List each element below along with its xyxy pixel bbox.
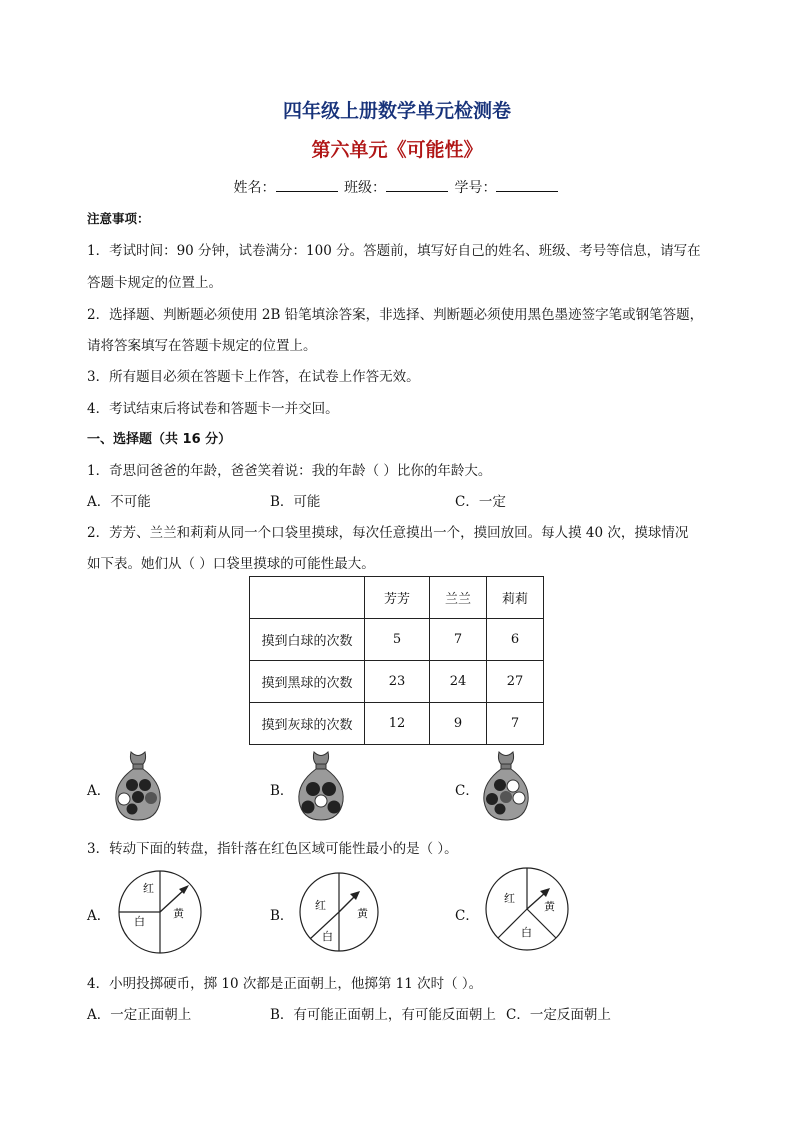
section-heading: 一、选择题（共 16 分） xyxy=(87,432,232,447)
table-row xyxy=(250,619,544,661)
table-cell: 6 xyxy=(487,619,544,661)
note-line: 3．所有题目必须在答题卡上作答，在试卷上作答无效。 xyxy=(87,369,420,385)
spinner-label-red: 红 xyxy=(315,899,326,912)
ball-bag-c-icon xyxy=(479,749,533,823)
spinner-label-white: 白 xyxy=(322,930,333,943)
question-1-text: 1．奇思问爸爸的年龄，爸爸笑着说：我的年龄（ ）比你的年龄大。 xyxy=(87,463,492,479)
q4-option-a[interactable]: A．一定正面朝上 xyxy=(87,1007,192,1023)
table-header-cell: 芳芳 xyxy=(365,577,430,619)
name-blank[interactable] xyxy=(276,179,338,192)
spinner-label-white: 白 xyxy=(521,926,532,939)
table-cell: 23 xyxy=(365,661,430,703)
table-cell: 24 xyxy=(430,661,487,703)
table-cell: 27 xyxy=(487,661,544,703)
class-blank[interactable] xyxy=(386,179,448,192)
table-cell: 12 xyxy=(365,703,430,745)
note-line: 1．考试时间：90 分钟，试卷满分：100 分。答题前，填写好自己的姓名、班级、考号等信息，请写在 xyxy=(87,243,701,259)
question-2-text: 2．芳芳、兰兰和莉莉从同一个口袋里摸球，每次任意摸出一个，摸回放回。每人摸 40 次，摸球情况 xyxy=(87,525,689,541)
q4-option-b[interactable]: B．有可能正面朝上，有可能反面朝上 xyxy=(270,1007,496,1023)
q1-option-b[interactable]: B．可能 xyxy=(270,494,321,510)
question-2-text: 如下表。她们从（ ）口袋里摸球的可能性最大。 xyxy=(87,556,375,572)
ball-bag-b-icon xyxy=(294,749,348,823)
question-3-text: 3．转动下面的转盘，指针落在红色区域可能性最小的是（ ）。 xyxy=(87,841,458,857)
number-blank[interactable] xyxy=(496,179,558,192)
notes-heading: 注意事项： xyxy=(87,211,150,226)
exam-title: 四年级上册数学单元检测卷 xyxy=(282,100,511,122)
table-row-label: 摸到白球的次数 xyxy=(250,619,365,661)
spinner-c-icon xyxy=(484,866,570,952)
table-row-label: 摸到灰球的次数 xyxy=(250,703,365,745)
table-header-cell: 莉莉 xyxy=(487,577,544,619)
student-info-line xyxy=(0,177,794,197)
table-header-row xyxy=(250,577,544,619)
q3-option-c[interactable]: C． xyxy=(455,908,479,924)
table-cell xyxy=(250,577,365,619)
q2-option-b[interactable]: B． xyxy=(270,783,294,799)
spinner-label-yellow: 黄 xyxy=(357,907,368,920)
note-line: 请将答案填写在答题卡规定的位置上。 xyxy=(87,338,317,354)
spinner-label-yellow: 黄 xyxy=(173,907,184,920)
q3-option-b[interactable]: B． xyxy=(270,908,294,924)
table-cell: 7 xyxy=(487,703,544,745)
spinner-label-white: 白 xyxy=(134,915,145,928)
unit-subtitle: 第六单元《可能性》 xyxy=(311,139,483,161)
table-header-cell: 兰兰 xyxy=(430,577,487,619)
note-line: 答题卡规定的位置上。 xyxy=(87,275,222,291)
spinner-label-red: 红 xyxy=(143,882,154,895)
q3-option-a[interactable]: A． xyxy=(87,908,111,924)
number-label: 学号： xyxy=(454,180,497,196)
table-row xyxy=(250,703,544,745)
ball-bag-a-icon xyxy=(111,749,165,823)
table-cell: 9 xyxy=(430,703,487,745)
spinner-label-red: 红 xyxy=(504,892,515,905)
ball-count-table xyxy=(249,576,544,745)
q1-option-a[interactable]: A．不可能 xyxy=(87,494,151,510)
table-cell: 5 xyxy=(365,619,430,661)
note-line: 4．考试结束后将试卷和答题卡一并交回。 xyxy=(87,401,339,417)
note-line: 2．选择题、判断题必须使用 2B 铅笔填涂答案，非选择、判断题必须使用黑色墨迹签字笔或钢笔答题， xyxy=(87,307,704,323)
spinner-label-yellow: 黄 xyxy=(544,900,555,913)
question-4-text: 4．小明投掷硬币，掷 10 次都是正面朝上，他掷第 11 次时（ ）。 xyxy=(87,976,483,992)
class-label: 班级： xyxy=(344,180,386,196)
name-label: 姓名： xyxy=(233,180,276,196)
q2-option-a[interactable]: A． xyxy=(87,783,111,799)
spinner-b-icon xyxy=(298,869,380,955)
q4-option-c[interactable]: C．一定反面朝上 xyxy=(506,1007,611,1023)
table-row-label: 摸到黑球的次数 xyxy=(250,661,365,703)
q1-option-c[interactable]: C．一定 xyxy=(455,494,506,510)
spinner-a-icon xyxy=(117,869,203,955)
q2-option-c[interactable]: C． xyxy=(455,783,479,799)
table-row xyxy=(250,661,544,703)
table-cell: 7 xyxy=(430,619,487,661)
